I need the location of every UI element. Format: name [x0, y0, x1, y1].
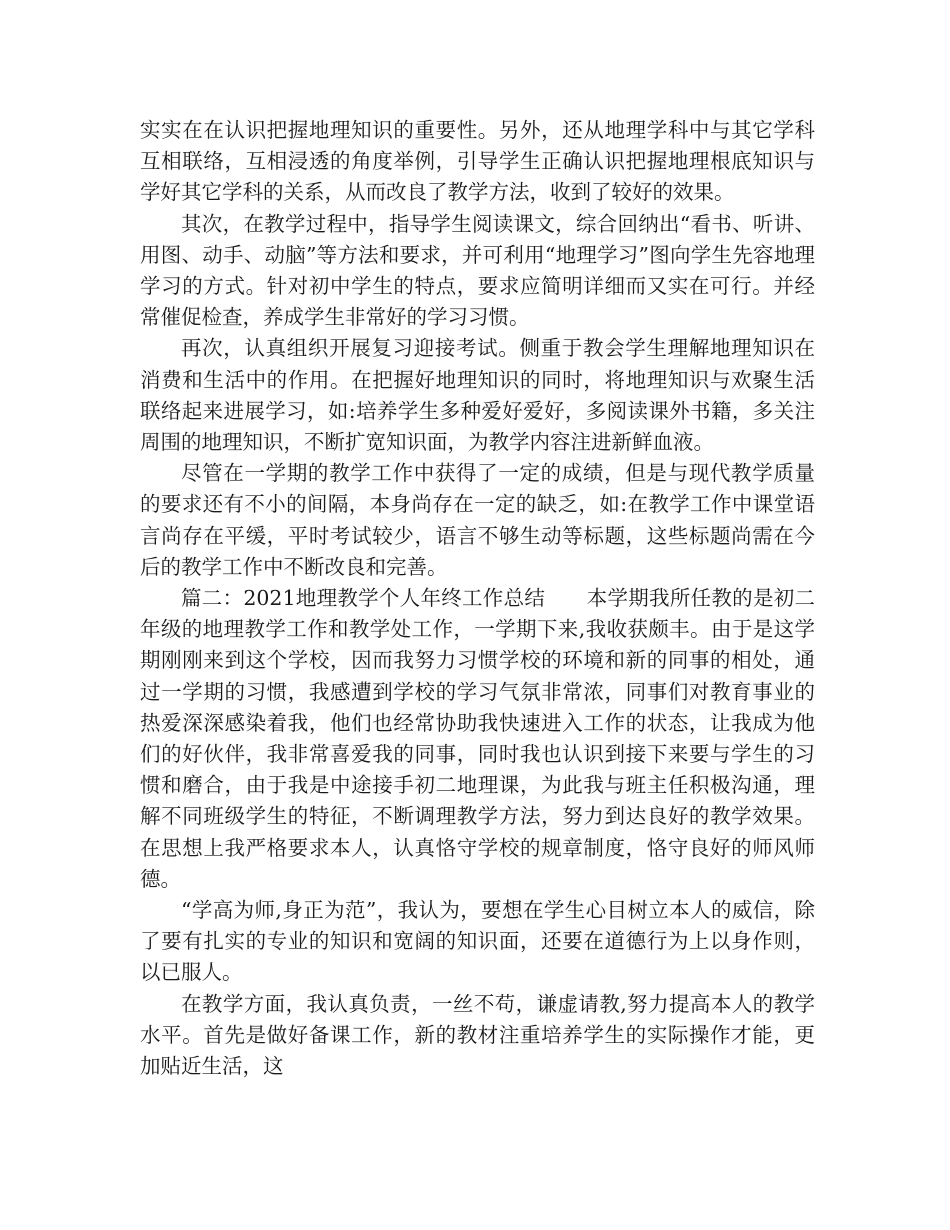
paragraph-7: 在教学方面，我认真负责，一丝不苟，谦虚请教,努力提高本人的教学水平。首先是做好备课工作，新的教材注重培养学生的实际操作才能，更加贴近生活，这	[140, 991, 815, 1079]
paragraph-6: “学高为师,身正为范”，我认为，要想在学生心目树立本人的威信，除了要有扎实的专业的知识和宽阔的知识面，还要在道德行为上以身作则，以已服人。	[140, 898, 815, 985]
paragraph-3: 再次，认真组织开展复习迎接考试。侧重于教会学生理解地理知识在消费和生活中的作用。在把握好地理知识的同时，将地理知识与欢聚生活联络起来进展学习，如:培养学生多种爱好爱好，多阅读课外书籍，多关注周围的地理知识，不断扩宽知识面，为教学内容注进新鲜血液。	[140, 336, 815, 455]
paragraph-2: 其次，在教学过程中，指导学生阅读课文，综合回纳出“看书、听讲、用图、动手、动脑”等方法和要求，并可利用“地理学习”图向学生先容地理学习的方式。针对初中学生的特点，要求应简明详细而又实在可行。并经常催促检查，养成学生非常好的学习习惯。	[140, 211, 815, 330]
paragraph-1: 实实在在认识把握地理知识的重要性。另外，还从地理学科中与其它学科互相联络，互相浸透的角度举例，引导学生正确认识把握地理根底知识与学好其它学科的关系，从而改良了教学方法，收到了较好的效果。	[140, 118, 815, 205]
paragraph-5: 篇二：2021地理教学个人年终工作总结 本学期我所任教的是初二年级的地理教学工作和教学处工作，一学期下来,我收获颇丰。由于是这学期刚刚来到这个学校，因而我努力习惯学校的环境和新的同事的相处，通过一学期的习惯，我感遭到学校的学习气氛非常浓，同事们对教育事业的热爱深深感染着我，他们也经常协助我快速进入工作的状态，让我成为他们的好伙伴，我非常喜爱我的同事，同时我也认识到接下来要与学生的习惯和磨合，由于我是中途接手初二地理课，为此我与班主任积极沟通，理解不同班级学生的特征，不断调理教学方法，努力到达良好的教学效果。在思想上我严格要求本人，认真恪守学校的规章制度，恪守良好的师风师德。	[140, 586, 815, 891]
document-body	[140, 115, 815, 1082]
paragraph-4: 尽管在一学期的教学工作中获得了一定的成绩，但是与现代教学质量的要求还有不小的间隔，本身尚存在一定的缺乏，如:在教学工作中课堂语言尚存在平缓，平时考试较少，语言不够生动等标题，这些标题尚需在今后的教学工作中不断改良和完善。	[140, 461, 815, 579]
